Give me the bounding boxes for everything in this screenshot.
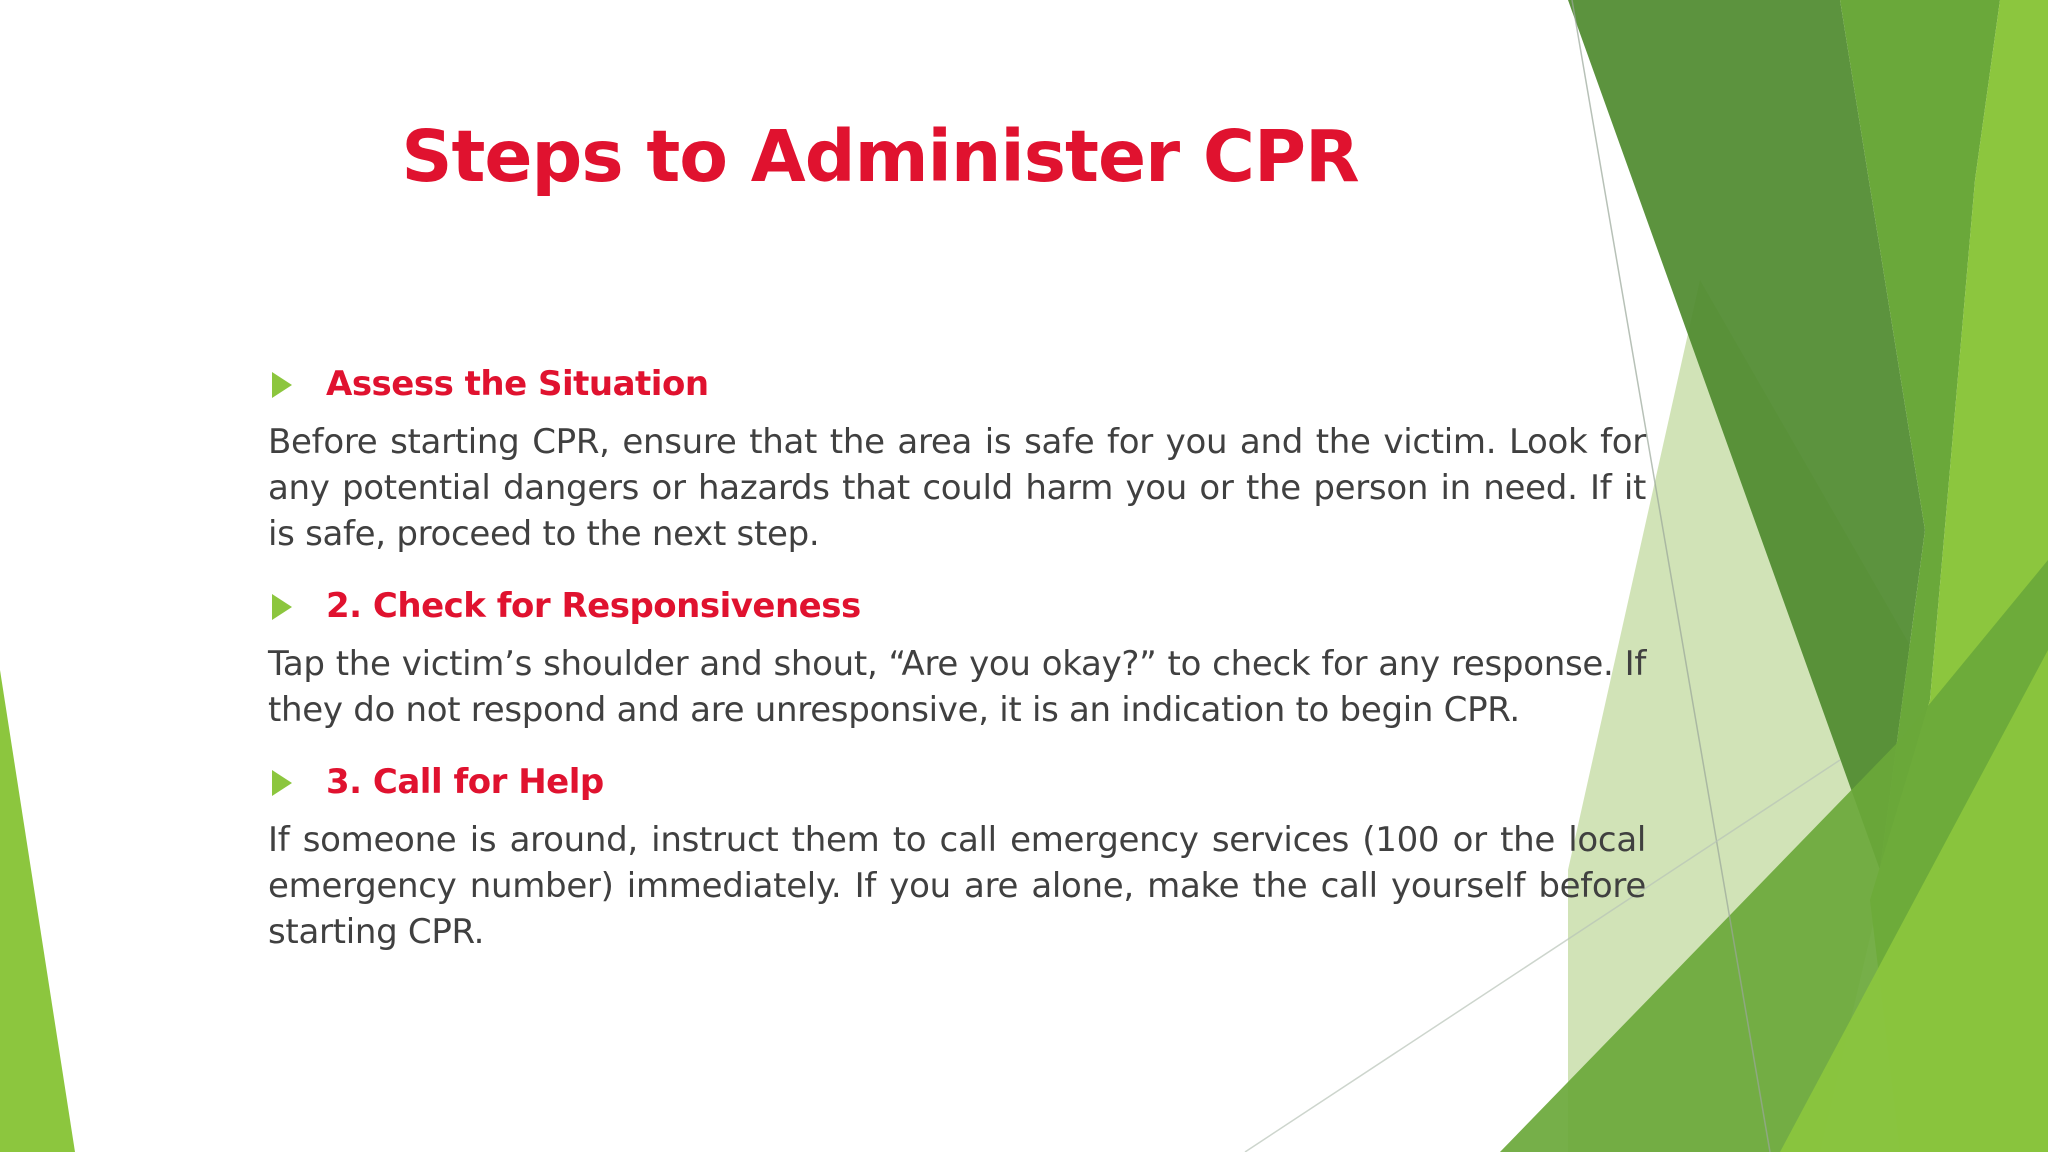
triangle-right-icon xyxy=(272,594,292,620)
bullet-row xyxy=(268,577,1646,635)
section-body: Before starting CPR, ensure that the area is safe for you and the victim. Look for any potential dangers or hazards that could harm you or the person in need. If it is safe, proceed to the next step. xyxy=(268,422,1646,554)
section-body: If someone is around, instruct them to call emergency services (100 or the local emergency number) immediately. If you are alone, make the call yourself before starting CPR. xyxy=(268,820,1646,952)
section-check-responsiveness xyxy=(268,577,1646,733)
bullet-row xyxy=(268,753,1646,811)
section-heading: 3. Call for Help xyxy=(326,762,604,802)
section-heading: 2. Check for Responsiveness xyxy=(326,586,861,626)
triangle-right-icon xyxy=(272,770,292,796)
slide-title: Steps to Administer CPR xyxy=(401,115,1359,198)
left-green-wedge xyxy=(0,670,75,1152)
section-assess-situation xyxy=(268,355,1646,557)
content-area xyxy=(268,355,1646,975)
triangle-right-icon xyxy=(272,372,292,398)
section-body: Tap the victim’s shoulder and shout, “Are you okay?” to check for any response. If they do not respond and are unresponsive, it is an indication to begin CPR. xyxy=(268,644,1646,730)
section-call-for-help xyxy=(268,753,1646,955)
bullet-row xyxy=(268,355,1646,413)
section-heading: Assess the Situation xyxy=(326,364,709,404)
